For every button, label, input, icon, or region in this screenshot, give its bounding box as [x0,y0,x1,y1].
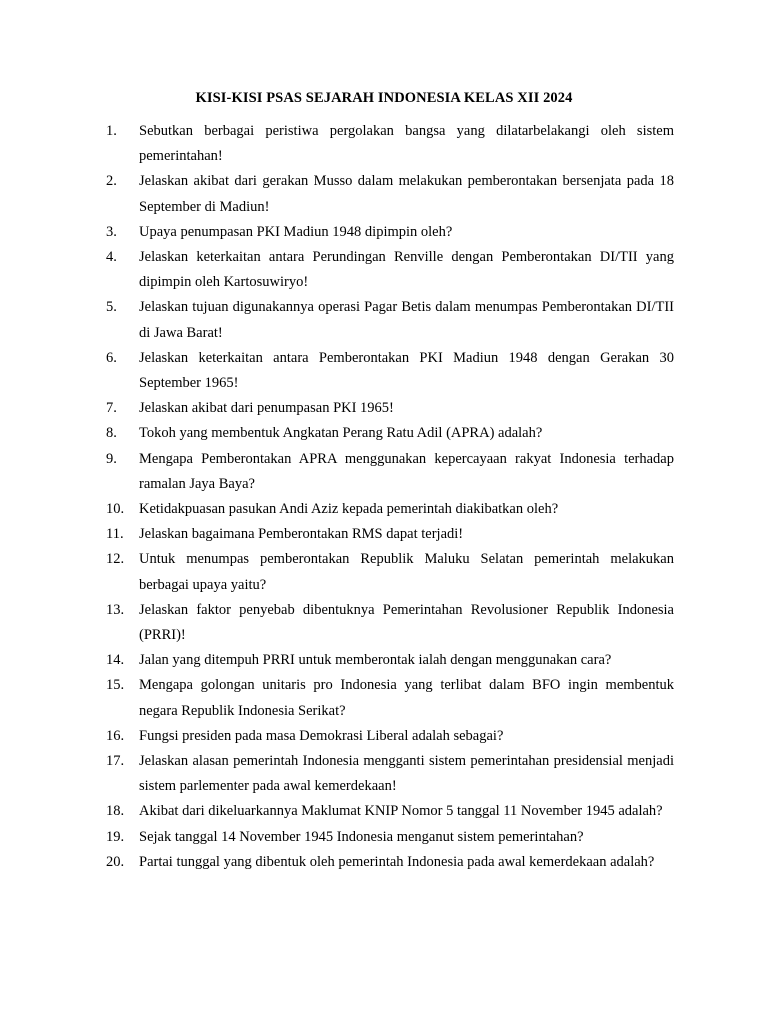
question-text: Mengapa Pemberontakan APRA menggunakan kepercayaan rakyat Indonesia terhadap ramalan Jaya Baya? [139,450,674,492]
question-item [106,724,674,749]
question-number: 13. [106,601,125,618]
question-text: Jalan yang ditempuh PRRI untuk memberontak ialah dengan menggunakan cara? [139,652,612,669]
question-item [106,598,674,648]
question-text: Upaya penumpasan PKI Madiun 1948 dipimpin oleh? [139,223,453,240]
question-number: 15. [106,677,125,694]
question-text: Jelaskan alasan pemerintah Indonesia mengganti sistem pemerintahan presidensial menjadi sistem parlementer pada awal kemerdekaan! [139,753,674,795]
question-number: 2. [106,173,117,190]
question-item [106,547,674,597]
question-number: 10. [106,501,125,518]
question-text: Mengapa golongan unitaris pro Indonesia yang terlibat dalam BFO ingin membentuk negara Republik Indonesia Serikat? [139,677,674,719]
question-number: 9. [106,450,117,467]
question-text: Akibat dari dikeluarkannya Maklumat KNIP Nomor 5 tanggal 11 November 1945 adalah? [139,803,663,820]
question-number: 14. [106,652,125,669]
question-text: Sejak tanggal 14 November 1945 Indonesia menganut sistem pemerintahan? [139,828,584,845]
question-item [106,799,674,824]
question-item [106,169,674,219]
question-list [106,119,674,875]
question-text: Fungsi presiden pada masa Demokrasi Liberal adalah sebagai? [139,727,504,744]
question-text: Ketidakpuasan pasukan Andi Aziz kepada pemerintah diakibatkan oleh? [139,501,559,518]
question-text: Jelaskan akibat dari penumpasan PKI 1965! [139,400,394,417]
question-item [106,648,674,673]
question-item [106,245,674,295]
question-text: Untuk menumpas pemberontakan Republik Maluku Selatan pemerintah melakukan berbagai upaya yaitu? [139,551,674,593]
question-item [106,522,674,547]
question-text: Jelaskan akibat dari gerakan Musso dalam melakukan pemberontakan bersenjata pada 18 September di Madiun! [139,173,674,215]
question-item [106,295,674,345]
question-text: Jelaskan bagaimana Pemberontakan RMS dapat terjadi! [139,526,464,543]
question-item [106,850,674,875]
question-text: Jelaskan tujuan digunakannya operasi Pagar Betis dalam menumpas Pemberontakan DI/TII di Jawa Barat! [139,299,674,341]
question-text: Sebutkan berbagai peristiwa pergolakan bangsa yang dilatarbelakangi oleh sistem pemerintahan! [139,123,674,165]
question-item [106,749,674,799]
question-number: 1. [106,123,117,139]
question-item [106,825,674,850]
question-number: 8. [106,425,117,442]
question-text: Jelaskan faktor penyebab dibentuknya Pemerintahan Revolusioner Republik Indonesia (PRRI)! [139,601,674,644]
question-number: 6. [106,349,117,366]
question-item [106,421,674,446]
question-item [106,119,674,169]
question-number: 4. [106,249,117,266]
document-title: KISI-KISI PSAS SEJARAH INDONESIA KELAS XII 2024 [195,90,573,106]
question-number: 19. [106,828,125,845]
question-number: 3. [106,223,117,240]
question-item [106,220,674,245]
question-number: 7. [106,400,117,417]
question-number: 16. [106,727,125,744]
question-item [106,396,674,421]
question-number: 18. [106,803,125,820]
question-item [106,447,674,497]
question-number: 20. [106,853,125,870]
question-number: 11. [106,526,124,543]
question-number: 5. [106,299,117,316]
question-item [106,673,674,723]
question-text: Partai tunggal yang dibentuk oleh pemerintah Indonesia pada awal kemerdekaan adalah? [139,853,655,870]
question-number: 12. [106,551,125,568]
question-text: Tokoh yang membentuk Angkatan Perang Ratu Adil (APRA) adalah? [139,425,543,442]
question-number: 17. [106,753,125,770]
question-text: Jelaskan keterkaitan antara Perundingan Renville dengan Pemberontakan DI/TII yang dipimpin oleh Kartosuwiryo! [139,249,674,291]
question-text: Jelaskan keterkaitan antara Pemberontakan PKI Madiun 1948 dengan Gerakan 30 September 1965! [139,349,674,392]
question-item [106,497,674,522]
question-item [106,346,674,396]
